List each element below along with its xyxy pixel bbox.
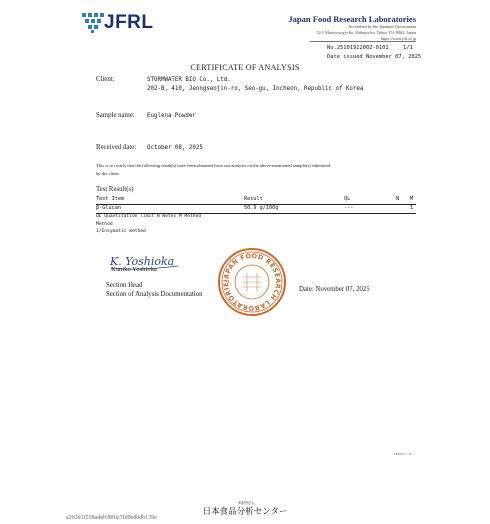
received-label: Received date:: [96, 144, 137, 151]
address-line: 52-1 Motoyoyogi-cho, Shibuya-ku, Tokyo 151-0062, Japan: [316, 30, 416, 35]
header-divider: [310, 41, 416, 42]
client-block: [147, 76, 363, 93]
abbreviation-note: QL Quantitation limit N Notes M Method: [96, 214, 202, 219]
cell-test-item: β-Glucan: [96, 205, 121, 211]
signer-title: Section Head: [106, 282, 143, 289]
header-test-item: Test Item: [96, 196, 125, 202]
footer-prefix: 一般財団法人: [235, 501, 255, 505]
organization-name: Japan Food Research Laboratories: [288, 14, 416, 24]
url-line: https://www.jfrl.or.jp: [380, 36, 416, 41]
client-label: Client:: [96, 76, 115, 83]
certification-line-2: by the client.: [96, 171, 120, 176]
cell-ql: ---: [344, 205, 354, 211]
header-method: M: [410, 196, 414, 202]
results-table: [96, 196, 416, 214]
document-number: No.25101922002-0101: [327, 45, 389, 51]
cell-method: 1: [410, 205, 414, 211]
table-notes: [96, 213, 201, 236]
accreditation-line: Accredited by the Japanese Government: [348, 24, 416, 29]
signature-script: K. Yoshioka: [110, 255, 175, 268]
method-note: 1/Enzymatic method: [96, 229, 146, 234]
document-hash: a363d1f558a4eb30f6e7fd9cdbdb139e: [66, 515, 157, 521]
client-name: STORMWATER BIO Co., Ltd.: [147, 77, 231, 83]
cell-result: 50.9 g/100g: [244, 205, 279, 211]
client-address: 202-B, 410, Jeongseojin-ro, Seo-gu, Incheon, Republic of Korea: [147, 85, 364, 92]
sample-name: Euglena Powder: [147, 113, 196, 119]
document-number-block: [327, 44, 421, 61]
signature-date: Date: November 07, 2025: [299, 286, 370, 293]
header-notes: N: [396, 196, 400, 202]
page-number: 1/1: [403, 45, 413, 51]
sample-label: Sample name:: [96, 112, 135, 119]
header-ql: QL: [344, 196, 351, 202]
signer-name: Kuniko Yoshioka: [111, 266, 157, 273]
header-result: Result: [244, 196, 263, 202]
form-code: BE00317-TE: [394, 452, 413, 456]
logo-text: JFRL: [104, 12, 154, 33]
method-heading: Method: [96, 221, 113, 227]
seal-text: JAPAN FOOD RESEARCH LABORATORIE: [221, 251, 283, 313]
table-header: [96, 196, 416, 205]
certification-statement: [96, 162, 396, 178]
footer-organization-name: 日本食品分析センター: [202, 507, 288, 517]
certification-line-1: This is to certify that the following result(s) have been obtained from our analysis on the above-mentioned sample(s) submitted: [96, 163, 330, 168]
official-seal: [217, 247, 287, 317]
certificate-title: CERTIFICATE OF ANALYSIS: [190, 63, 300, 72]
received-date: October 08, 2025: [147, 145, 203, 151]
organization-block: [288, 14, 416, 42]
date-issued: Date issued November 07, 2025: [327, 53, 422, 60]
signer-department: Section of Analysis Documentation: [106, 291, 203, 298]
results-title: Test Result(s): [96, 186, 134, 193]
